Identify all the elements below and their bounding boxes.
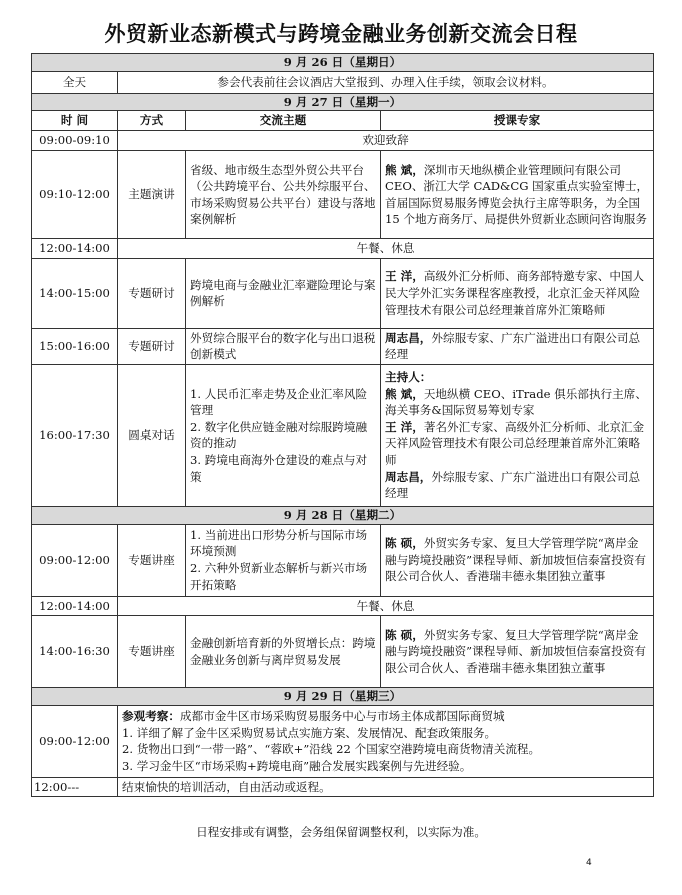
expert-name: 王 洋， [385,419,424,434]
time-cell: 09:00-09:10 [32,131,118,151]
expert-name: 陈 硕， [385,627,424,642]
expert-bio: 高级外汇分析师、商务部特邀专家、中国人民大学外汇实务课程客座教授，北京汇金天祥风险管理技术有限公司总经理兼首席外汇策略师 [385,269,645,317]
time-cell: 09:00-12:00 [32,524,118,596]
day-heading-sep28: 9 月 28 日（星期二） [32,506,654,524]
expert-cell [381,524,654,596]
time-cell: 14:00-16:30 [32,616,118,688]
closing-text: 结束愉快的培训活动，自由活动或返程。 [118,777,654,797]
schedule-table [31,53,654,797]
expert-bio: 天地纵横 CEO、iTrade 俱乐部执行主席、海关事务&国际贸易筹划专家 [385,386,647,418]
day-heading-sep26: 9 月 26 日（星期日） [32,54,654,72]
page-number: 4 [586,858,592,868]
format-cell: 专题研讨 [118,258,186,328]
visit-item: 1. 详细了解了金牛区采购贸易试点实施方案、发展情况、配套政策服务。 [122,725,497,740]
expert-name: 王 洋， [385,269,424,284]
time-cell: 全天 [32,71,118,93]
expert-bio: 深圳市天地纵横企业管理顾问有限公司 CEO、浙江大学 CAD&CG 国家重点实验室博士，首届国际贸易服务博览会执行主席等职务，为全国 15 个地方商务厅、局提供外贸新业态顾问咨询服务 [385,162,649,227]
panel-expert [385,386,649,419]
visit-label: 参观考察： [122,709,180,724]
header-expert: 授课专家 [381,111,654,131]
lunch-break: 午餐、休息 [118,596,654,616]
host-label: 主持人： [385,370,432,385]
format-cell: 专题讲座 [118,524,186,596]
visit-cell [118,705,654,777]
visit-item: 3. 学习金牛区“市场采购+跨境电商”融合发展实践案例与先进经验。 [122,758,472,773]
topic-item: 3. 跨境电商海外仓建设的难点与对策 [190,453,368,484]
panel-expert [385,419,649,469]
footer-note: 日程安排或有调整，会务组保留调整权利，以实际为准。 [196,825,486,839]
topic-cell [186,364,381,506]
time-cell: 12:00-14:00 [32,596,118,616]
time-cell: 14:00-15:00 [32,258,118,328]
format-cell: 专题讲座 [118,616,186,688]
time-cell: 09:10-12:00 [32,151,118,239]
expert-name: 周志昌， [385,330,432,345]
topic-cell [186,524,381,596]
day-heading-sep29: 9 月 29 日（星期三） [32,688,654,706]
topic-item: 1. 人民币汇率走势及企业汇率风险管理 [190,386,368,418]
topic-cell: 省级、地市级生态型外贸公共平台（公共跨境平台、公共外综服平台、市场采购贸易公共平台）建设与落地案例解析 [186,151,381,239]
topic-item: 2. 六种外贸新业态解析与新兴市场开拓策略 [190,561,368,592]
format-cell: 主题演讲 [118,151,186,239]
expert-name: 熊 斌， [385,162,424,177]
expert-bio: 著名外汇专家、高级外汇分析师、北京汇金天祥风险管理技术有限公司总经理兼首席外汇策略师 [385,419,645,468]
checkin-text: 参会代表前往会议酒店大堂报到、办理入住手续，领取会议材料。 [118,71,654,93]
visit-item: 2. 货物出口到“一带一路”、“蓉欧+”沿线 22 个国家空港跨境电商货物清关流程。 [122,742,541,757]
topic-cell: 金融创新培育新的外贸增长点：跨境金融业务创新与离岸贸易发展 [186,616,381,688]
expert-cell [381,616,654,688]
panel-expert [385,469,649,502]
time-cell: 12:00-14:00 [32,239,118,259]
day-heading-sep27: 9 月 27 日（星期一） [32,93,654,111]
time-cell: 15:00-16:00 [32,328,118,364]
header-time: 时 间 [32,111,118,131]
lunch-break: 午餐、休息 [118,239,654,259]
topic-item: 2. 数字化供应链金融对综服跨境融资的推动 [190,419,368,451]
expert-bio: 外综服专家、广东广溢进出口有限公司总经理 [385,469,641,501]
welcome-speech: 欢迎致辞 [118,131,654,151]
page-title: 外贸新业态新模式与跨境金融业务创新交流会日程 [104,22,578,46]
expert-bio: 外贸实务专家、复旦大学管理学院“离岸金融与跨境投融资”课程导师、新加坡恒信泰富投资有限公司合伙人、香港瑞丰德永集团独立董事 [385,627,646,675]
expert-name: 陈 硕， [385,536,424,551]
time-cell: 16:00-17:30 [32,364,118,506]
expert-cell [381,258,654,328]
expert-name: 熊 斌， [385,386,424,401]
topic-cell: 跨境电商与金融业汇率避险理论与案例解析 [186,258,381,328]
expert-name: 周志昌， [385,469,432,484]
time-cell: 09:00-12:00 [32,705,118,777]
topic-item: 1. 当前进出口形势分析与国际市场环境预测 [190,527,368,559]
topic-cell: 外贸综合服平台的数字化与出口退税创新模式 [186,328,381,364]
expert-cell [381,151,654,239]
expert-cell [381,364,654,506]
expert-cell [381,328,654,364]
header-format: 方式 [118,111,186,131]
time-cell: 12:00--- [32,777,118,797]
format-cell: 专题研讨 [118,328,186,364]
visit-intro: 成都市金牛区市场采购贸易服务中心与市场主体成都国际商贸城 [179,709,505,724]
header-topic: 交流主题 [186,111,381,131]
format-cell: 圆桌对话 [118,364,186,506]
expert-bio: 外综服专家、广东广溢进出口有限公司总经理 [385,330,641,362]
expert-bio: 外贸实务专家、复旦大学管理学院“离岸金融与跨境投融资”课程导师、新加坡恒信泰富投资有限公司合伙人、香港瑞丰德永集团独立董事 [385,536,646,584]
